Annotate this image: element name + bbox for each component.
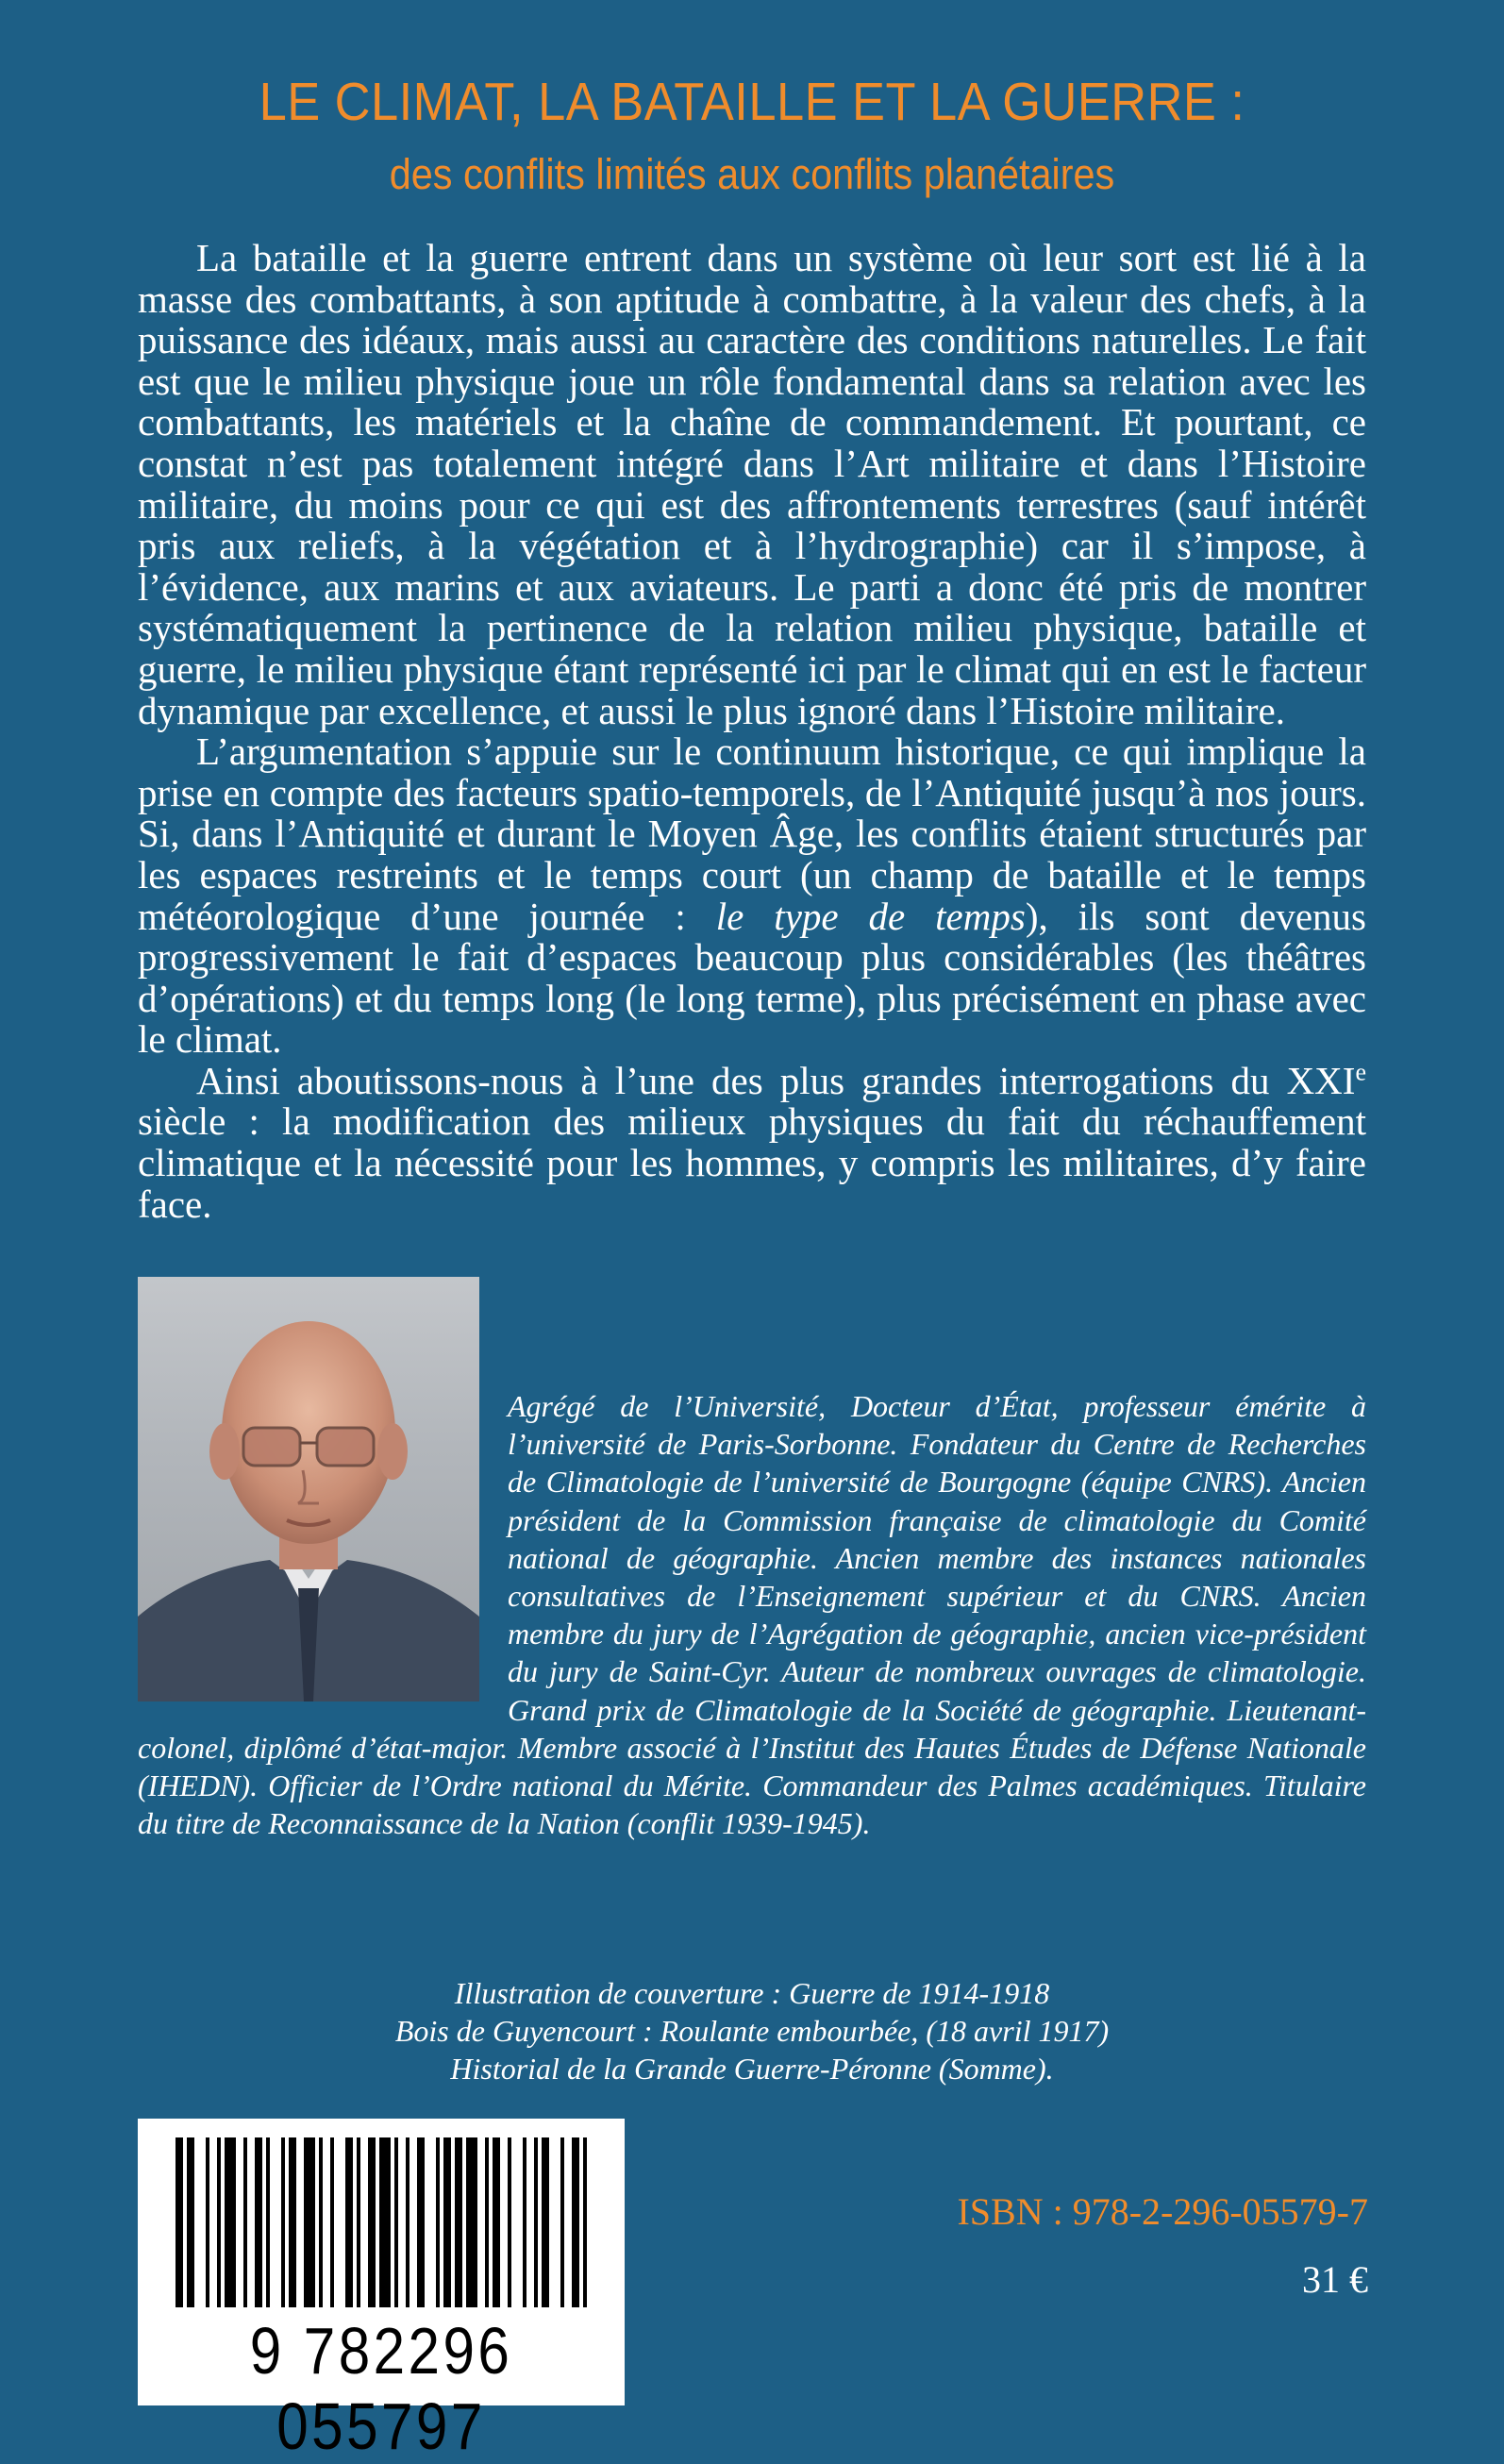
synopsis-p2-text-a: L’argumentation s’appuie sur le continuum historique, ce qui implique la prise en compte des facteurs spatio-temporels, de l’Antiquité jusqu’à nos jours. Si, dans l’Antiquité et durant le Moyen Âge, les conflits étaient structurés par les espaces restreints et le temps court (un champ de bataille et le temps météorologique d’une journée : [138, 729, 1366, 938]
barcode-bar [394, 2137, 398, 2307]
barcode-bar [542, 2137, 549, 2307]
barcode-bar [379, 2137, 391, 2307]
barcode-bar [357, 2137, 360, 2307]
synopsis-p3-text-a: Ainsi aboutissons-nous à l’une des plus grandes interrogations du XXI [196, 1058, 1356, 1102]
synopsis-p3-superscript: e [1355, 1058, 1366, 1086]
barcode-bar [206, 2137, 209, 2307]
barcode-bars-icon [138, 2119, 625, 2317]
barcode-bar [368, 2137, 376, 2307]
credits-line-3: Historial de la Grande Guerre-Péronne (Somme). [450, 2052, 1054, 2086]
barcode-bar [289, 2137, 296, 2307]
barcode [138, 2119, 625, 2463]
barcode-bar [319, 2137, 323, 2307]
barcode-bar [523, 2137, 526, 2307]
barcode-bar [583, 2137, 587, 2307]
barcode-bar [485, 2137, 489, 2307]
barcode-bar [406, 2137, 409, 2307]
author-bio [138, 1387, 1366, 1842]
synopsis-p2-italic: le type de temps [715, 894, 1026, 938]
barcode-bar [330, 2137, 334, 2307]
price: 31 € [1302, 2258, 1368, 2301]
barcode-bar [255, 2137, 262, 2307]
barcode-bar [225, 2137, 236, 2307]
barcode-bar [281, 2137, 285, 2307]
barcode-bar [534, 2137, 538, 2307]
synopsis-p3-text-b: siècle : la modification des milieux physiques du fait du réchauffement climatique et la nécessité pour les hommes, y compris les militaires, d’y faire face. [138, 1099, 1366, 1226]
barcode-bar [266, 2137, 270, 2307]
barcode-bar [243, 2137, 247, 2307]
synopsis [138, 238, 1366, 1225]
synopsis-paragraph-2 [138, 731, 1366, 1061]
credits-line-2: Bois de Guyencourt : Roulante embourbée, (18 avril 1917) [394, 2014, 1110, 2048]
credits-line-1: Illustration de couverture : Guerre de 1914-1918 [454, 1976, 1050, 2010]
barcode-bar [217, 2137, 221, 2307]
author-bio-text: Agrégé de l’Université, Docteur d’État, professeur émérite à l’université de Paris-Sorbonne. Fondateur du Centre de Recherches de Climatologie de l’université de Bourgogne (équipe CNRS). Ancien président de la Commission française de climatologie du Comité national de géographie. Ancien membre des instances nationales consultatives de l’Enseignement supérieur et du CNRS. Ancien membre du jury de l’Agrégation de géographie, ancien vice-président du jury de Saint-Cyr. Auteur de nombreux ouvrages de climatologie. Grand prix de Climatologie de la Société de géographie. Lieutenant-colonel, diplômé d’état-major. Membre associé à l’Institut des Hautes Études de Défense Nationale (IHEDN). Officier de l’Ordre national du Mérite. Commandeur des Palmes académiques. Titulaire du titre de Reconnaissance de la Nation (conflit 1939-1945). [138, 1389, 1366, 1841]
barcode-bar [455, 2137, 462, 2307]
barcode-bar [493, 2137, 500, 2307]
barcode-bar [187, 2137, 194, 2307]
barcode-bar [436, 2137, 440, 2307]
photo-spacer [138, 1277, 508, 1701]
synopsis-p2-text-b: ), ils sont devenus progressivement le fait d’espaces beaucoup plus considérables (les théâtres d’opérations) et du temps long (le long terme), plus précisément en phase avec le climat. [138, 894, 1366, 1062]
cover-credits [0, 1974, 1504, 2087]
barcode-bar [560, 2137, 564, 2307]
barcode-bar [443, 2137, 451, 2307]
barcode-bar [572, 2137, 579, 2307]
barcode-bar [508, 2137, 511, 2307]
isbn: ISBN : 978-2-296-05579-7 [957, 2190, 1368, 2233]
barcode-bar [466, 2137, 477, 2307]
barcode-number: 9 782296 055797 [249, 2314, 513, 2463]
barcode-bar [345, 2137, 353, 2307]
barcode-bar [304, 2137, 315, 2307]
book-subtitle: des conflits limités aux conflits planétaires [389, 150, 1115, 198]
barcode-bar [175, 2137, 183, 2307]
barcode-bar [417, 2137, 425, 2307]
synopsis-paragraph-3 [138, 1058, 1366, 1226]
book-title: LE CLIMAT, LA BATAILLE ET LA GUERRE : [259, 72, 1245, 132]
synopsis-paragraph-1: La bataille et la guerre entrent dans un système où leur sort est lié à la masse des combattants, à son aptitude à combattre, à la valeur des chefs, à la puissance des idéaux, mais aussi au caractère des conditions naturelles. Le fait est que le milieu physique joue un rôle fondamental dans sa relation avec les combattants, les matériels et la chaîne de commandement. Et pourtant, ce constat n’est pas totalement intégré dans l’Art militaire et dans l’Histoire militaire, du moins pour ce qui est des affrontements terrestres (sauf intérêt pris aux reliefs, à la végétation et à l’hydrographie) car il s’impose, à l’évidence, aux marins et aux aviateurs. Le parti a donc été pris de montrer systématiquement la pertinence de la relation milieu physique, bataille et guerre, le milieu physique étant représenté ici par le climat qui en est le facteur dynamique par excellence, et aussi le plus ignoré dans l’Histoire militaire. [138, 236, 1366, 732]
